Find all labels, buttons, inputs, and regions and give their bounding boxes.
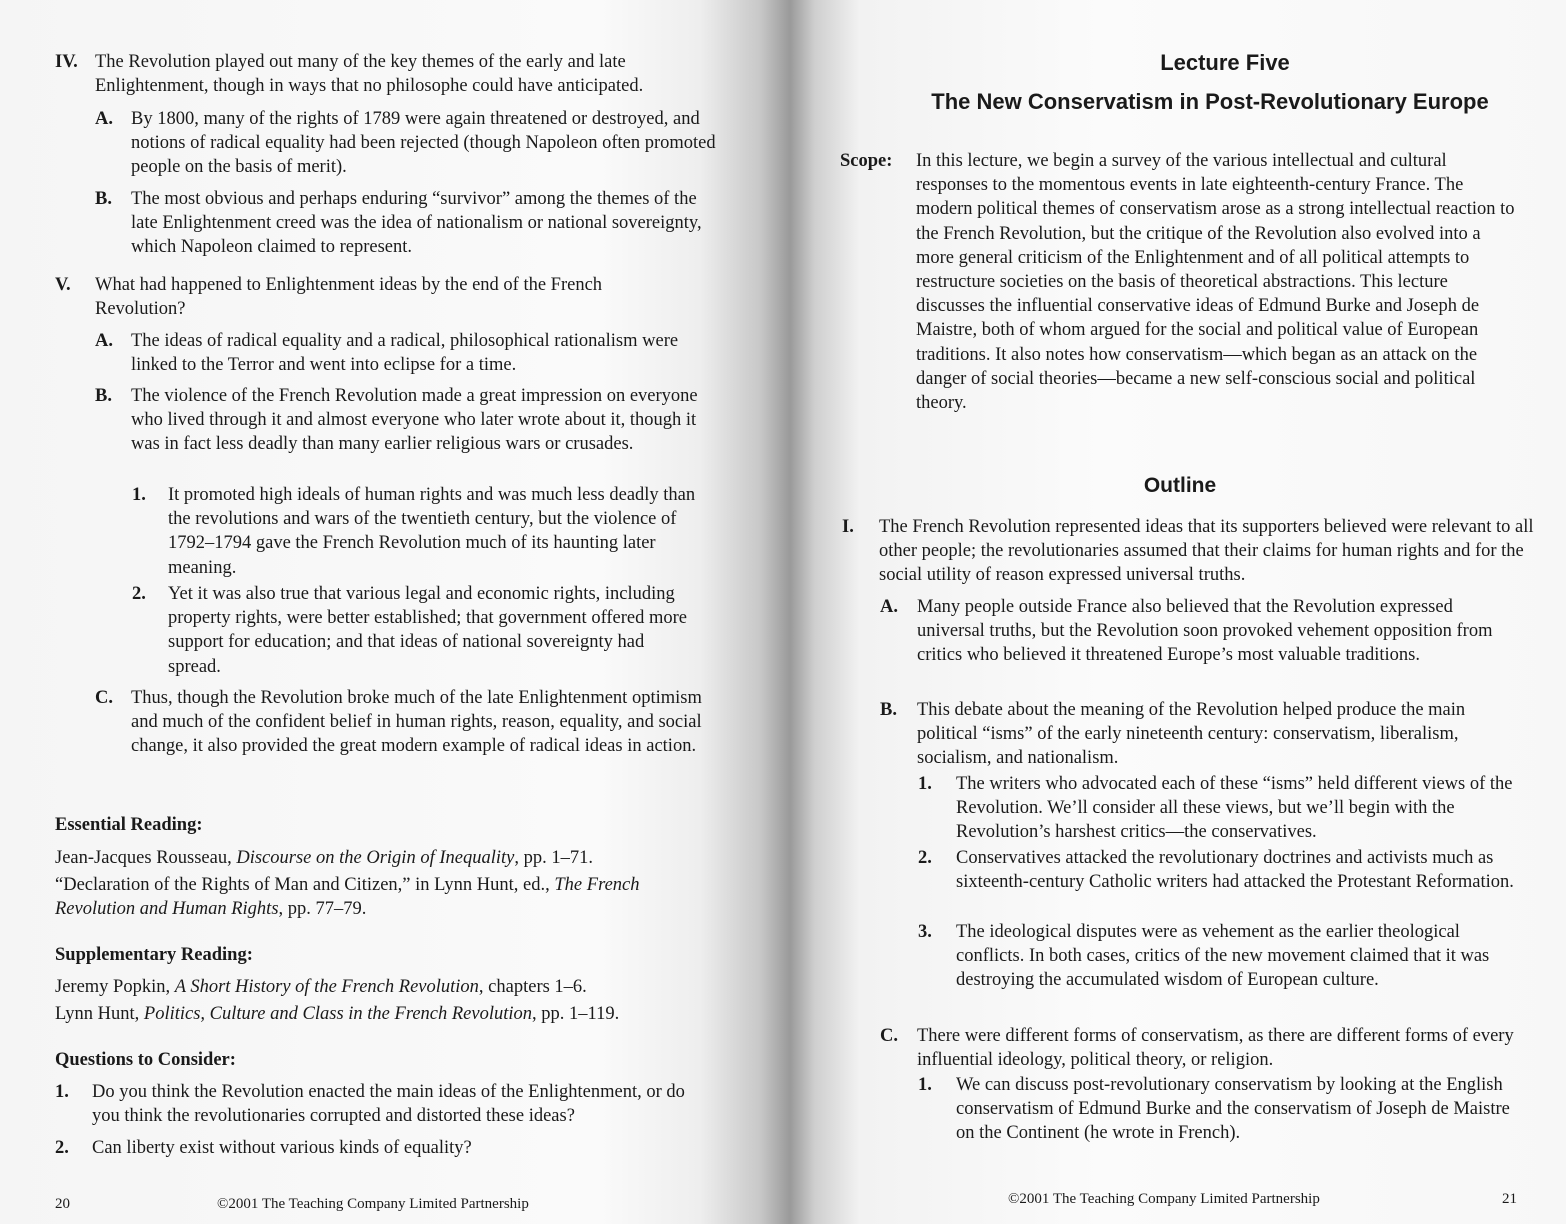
item-label: 1. (918, 1075, 932, 1095)
ref-author: Lynn Hunt, (55, 1004, 144, 1024)
outline-heading: Outline (1143, 474, 1217, 497)
item-label: A. (95, 109, 113, 129)
item-text: The ideas of radical equality and a radical, philosophical rationalism were linked to the Terror and went into eclipse for a time. (131, 331, 679, 376)
ref-title: A Short History of the French Revolution (174, 977, 479, 997)
item-text: The ideological disputes were as vehement as the earlier theological conflicts. In both cases, critics of the new movement claimed that it was destroying the accumulated wisdom of European culture. (956, 922, 1490, 991)
item-label: B. (95, 386, 112, 406)
essential-reading-1 (55, 846, 715, 870)
ref-author: Jean-Jacques Rousseau, (55, 848, 237, 868)
ref-title: Politics, Culture and Class in the French Revolution (143, 1004, 533, 1024)
item-label: A. (880, 597, 898, 617)
item-text: Thus, though the Revolution broke much of the late Enlightenment optimism and much of the confident belief in human rights, reason, equality, and social change, it also provided the great modern example of radical ideas in action. (131, 688, 702, 757)
item-text: It promoted high ideals of human rights and was much less deadly than the revolutions and wars of the twentieth century, but the violence of 1792–1794 gave the French Revolution much of its haunting later meaning. (168, 485, 696, 578)
item-label: 2. (918, 848, 932, 868)
item-text: We can discuss post-revolutionary conservatism by looking at the English conservatism of Edmund Burke and the conservatism of Joseph de Maistre on the Continent (he wrote in French). (956, 1075, 1510, 1144)
item-label: B. (95, 189, 112, 209)
item-label: C. (880, 1026, 898, 1046)
ref-author: Jeremy Popkin, (55, 977, 175, 997)
page-number-left: 20 (55, 1196, 70, 1212)
item-text: The French Revolution represented ideas that its supporters believed were relevant to all other people; the revolutionaries assumed that their claims for human rights and for the social utility of reason expressed universal truths. (879, 517, 1534, 586)
item-label: A. (95, 331, 113, 351)
ref-pages: , pp. 77–79. (278, 899, 367, 920)
right-page (800, 0, 1566, 1224)
ref-pages: , chapters 1–6. (478, 977, 587, 997)
item-text: Many people outside France also believed that the Revolution expressed universal truths, but the Revolution soon provoked vehement opposition from critics who believed it threatened Europe’s most valuable traditions. (917, 597, 1493, 666)
item-label: 1. (918, 774, 932, 794)
item-text: The most obvious and perhaps enduring “survivor” among the themes of the late Enlightenment creed was the idea of nationalism or national sovereignty, which Napoleon claimed to represent. (131, 189, 702, 258)
item-label: 2. (132, 584, 146, 604)
item-label: 3. (918, 922, 932, 942)
item-label: V. (55, 275, 71, 295)
copyright-right: ©2001 The Teaching Company Limited Partnership (1008, 1191, 1320, 1207)
essential-reading-2 (55, 873, 720, 921)
item-label: I. (842, 517, 854, 537)
item-label: IV. (55, 52, 78, 72)
item-text: The violence of the French Revolution made a great impression on everyone who lived through it and almost everyone who later wrote about it, though it was in fact less deadly than many earlier religious wars or crusades. (131, 386, 698, 455)
question-number: 2. (55, 1138, 69, 1158)
item-label: 1. (132, 485, 146, 505)
copyright-left: ©2001 The Teaching Company Limited Partnership (217, 1196, 529, 1212)
item-text: The Revolution played out many of the key themes of the early and late Enlightenment, though in ways that no philosophe could have anticipated. (95, 52, 644, 97)
ref-author: “Declaration of the Rights of Man and Citizen,” in Lynn Hunt, ed., (55, 875, 555, 895)
item-label: C. (95, 688, 113, 708)
scope-label: Scope: (840, 151, 893, 171)
essential-reading-heading: Essential Reading: (55, 815, 203, 835)
item-text: Conservatives attacked the revolutionary doctrines and activists much as sixteenth-century Catholic writers had attacked the Protestant Reformation. (956, 848, 1514, 893)
questions-heading: Questions to Consider: (55, 1050, 236, 1070)
lecture-title: The New Conservatism in Post-Revolutionary Europe (931, 89, 1489, 114)
item-text: There were different forms of conservatism, as there are different forms of every influential ideology, political theory, or religion. (917, 1026, 1514, 1071)
question-number: 1. (55, 1082, 69, 1102)
item-text: The writers who advocated each of these “isms” held different views of the Revolution. We’ll consider all these views, but we’ll begin with the Revolution’s harshest critics—the conservatives. (956, 774, 1513, 843)
item-label: B. (880, 700, 897, 720)
item-text: Yet it was also true that various legal and economic rights, including property rights, were better established; that government offered more support for education; and that ideas of national sovereignty had spread. (168, 584, 688, 677)
item-text: By 1800, many of the rights of 1789 were again threatened or destroyed, and notions of radical equality had been rejected (though Napoleon often promoted people on the basis of merit). (131, 109, 716, 178)
scope-text: In this lecture, we begin a survey of the various intellectual and cultural responses to the momentous events in late eighteenth-century France. The modern political themes of conservatism arose as a strong intellectual reaction to the French Revolution, but the critique of the Revolution also evolved into a more general criticism of the Enlightenment and of all political attempts to restructure societies on the basis of theoretical abstractions. This lecture discusses the influential conservative ideas of Edmund Burke and Joseph de Maistre, both of whom argued for the social and political value of European traditions. It also notes how conservatism—which began as an attack on the danger of social theories—became a new self-conscious social and political theory. (916, 151, 1515, 414)
item-text: What had happened to Enlightenment ideas by the end of the French Revolution? (95, 275, 603, 320)
ref-title: The French Revolution and Human Rights (55, 875, 640, 920)
lecture-number: Lecture Five (1160, 50, 1290, 75)
supplementary-reading-2 (55, 1002, 715, 1026)
ref-pages: , pp. 1–119. (532, 1004, 620, 1024)
ref-title: Discourse on the Origin of Inequality (236, 848, 515, 868)
supplementary-reading-heading: Supplementary Reading: (55, 945, 253, 965)
item-text: This debate about the meaning of the Revolution helped produce the main political “isms” of the early nineteenth century: conservatism, liberalism, socialism, and nationalism. (917, 700, 1466, 769)
ref-pages: , pp. 1–71. (514, 848, 593, 868)
question-text: Do you think the Revolution enacted the main ideas of the Enlightenment, or do you think the revolutionaries corrupted and distorted these ideas? (92, 1082, 685, 1127)
page-number-right: 21 (1502, 1191, 1517, 1207)
question-text: Can liberty exist without various kinds of equality? (92, 1138, 472, 1158)
supplementary-reading-1 (55, 975, 715, 999)
